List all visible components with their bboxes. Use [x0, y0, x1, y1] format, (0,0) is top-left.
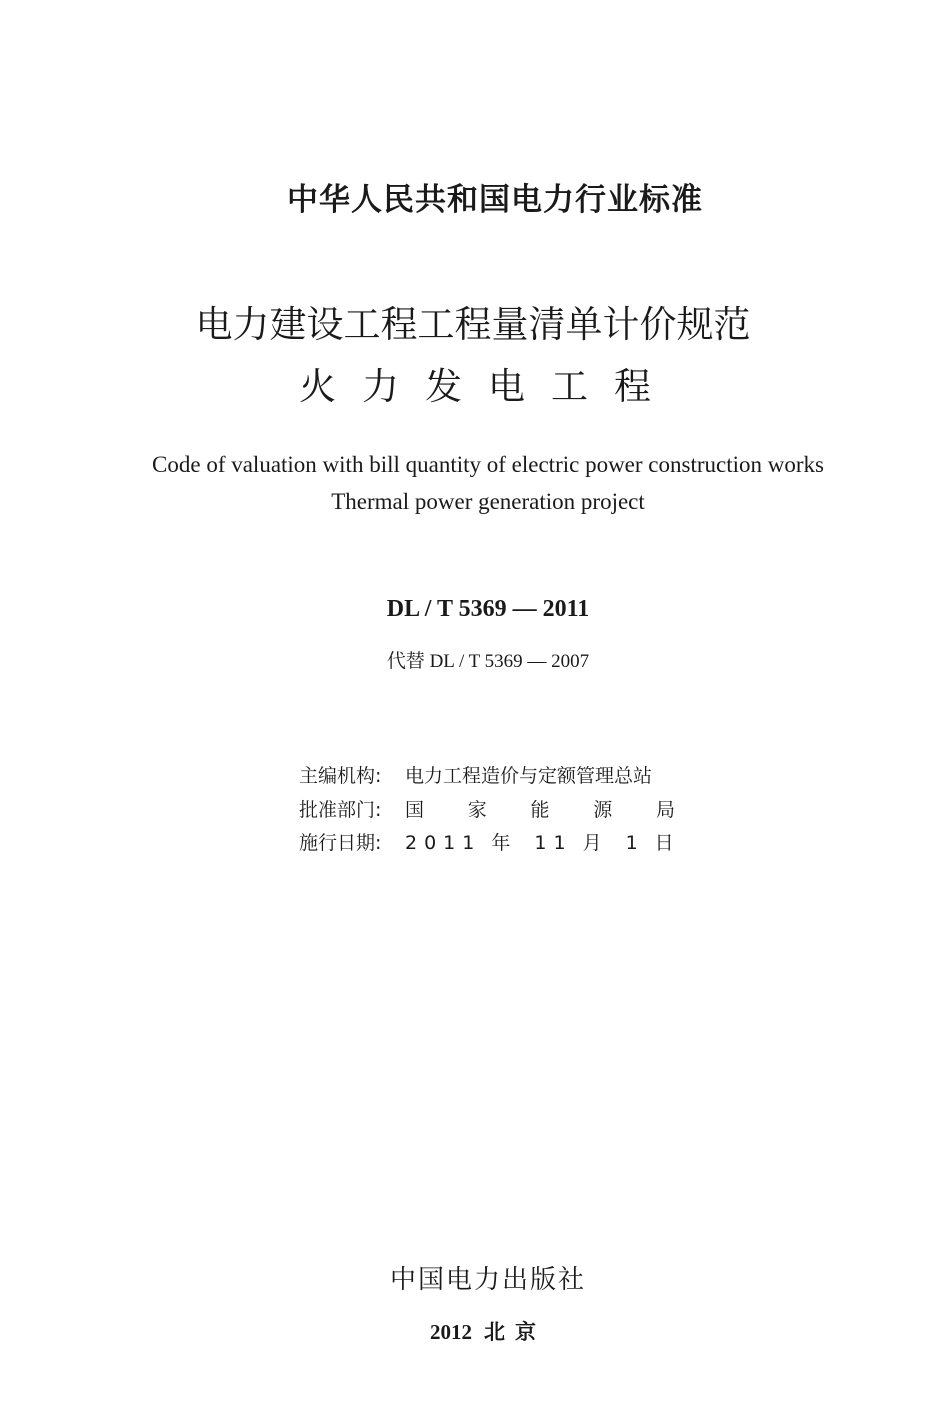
publication-place: [13, 1316, 950, 1346]
effective-month: 11: [534, 832, 573, 854]
day-unit: 日: [654, 832, 674, 854]
english-title-line-2: Thermal power generation project: [331, 489, 645, 514]
replaces-standard: 代替 DL / T 5369 — 2007: [386, 651, 590, 672]
approver-char: 局: [655, 799, 675, 821]
effective-day: 1: [625, 832, 645, 854]
publication-year: 2012: [430, 1320, 472, 1344]
approver-label: 批准部门:: [299, 799, 382, 821]
editor-value: 电力工程造价与定额管理总站: [405, 765, 653, 787]
editor-row: [299, 761, 689, 788]
approver-char: 国: [405, 799, 425, 821]
approver-char: 家: [467, 799, 487, 821]
effective-date-row: [299, 828, 689, 855]
approver-char: 能: [530, 799, 550, 821]
english-title-line-1: Code of valuation with bill quantity of electric power construction works: [152, 452, 824, 477]
standard-code: DL / T 5369 — 2011: [386, 596, 590, 622]
effective-date-label: 施行日期:: [299, 832, 382, 854]
approver-row: [299, 795, 689, 822]
effective-year: 2011: [405, 832, 482, 854]
month-unit: 月: [582, 832, 602, 854]
document-title: 电力建设工程工程量清单计价规范: [195, 303, 751, 346]
approver-char: 源: [593, 799, 613, 821]
approver-value: [405, 795, 675, 822]
standard-series-heading: 中华人民共和国电力行业标准: [287, 182, 703, 218]
document-subtitle: 火力发电工程: [299, 365, 677, 408]
publication-city: 北京: [484, 1320, 546, 1344]
editor-label: 主编机构:: [299, 765, 382, 787]
effective-date-value: [405, 828, 674, 855]
year-unit: 年: [491, 832, 511, 854]
publisher-name: 中国电力出版社: [389, 1265, 586, 1295]
